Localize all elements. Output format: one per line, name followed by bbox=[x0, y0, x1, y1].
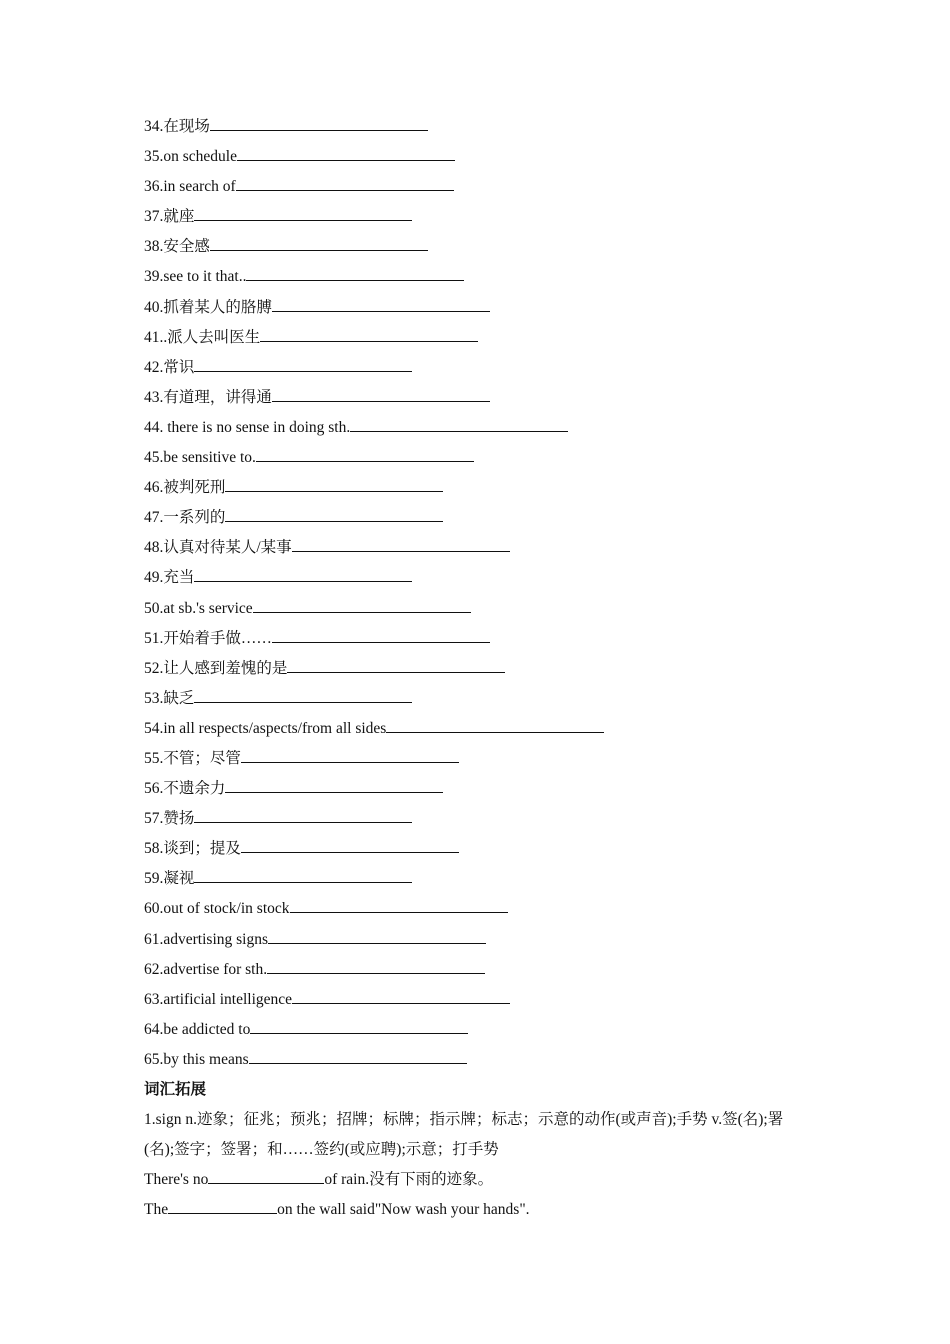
answer-blank[interactable] bbox=[194, 865, 412, 883]
answer-blank[interactable] bbox=[194, 805, 412, 823]
example-text-before: There's no bbox=[144, 1171, 209, 1189]
phrase-text: 40.抓着某人的胳膊 bbox=[144, 298, 272, 316]
phrase-item bbox=[144, 563, 804, 593]
phrase-item bbox=[144, 232, 804, 262]
phrase-item bbox=[144, 925, 804, 955]
phrase-text: 51.开始着手做…… bbox=[144, 629, 272, 647]
answer-blank[interactable] bbox=[249, 1046, 467, 1064]
example-sentence bbox=[144, 1195, 804, 1225]
phrase-text: 53.缺乏 bbox=[144, 689, 195, 707]
phrase-text: 35.on schedule bbox=[144, 148, 237, 166]
answer-blank[interactable] bbox=[256, 444, 474, 462]
answer-blank[interactable] bbox=[272, 294, 490, 312]
phrase-text: 36.in search of bbox=[144, 178, 236, 196]
answer-blank[interactable] bbox=[292, 534, 510, 552]
phrase-text: 64.be addicted to bbox=[144, 1020, 251, 1038]
answer-blank[interactable] bbox=[194, 354, 412, 372]
phrase-item bbox=[144, 955, 804, 985]
phrase-item bbox=[144, 533, 804, 563]
answer-blank[interactable] bbox=[246, 263, 464, 281]
phrase-text: 65.by this means bbox=[144, 1050, 249, 1068]
phrase-item bbox=[144, 864, 804, 894]
answer-blank[interactable] bbox=[225, 474, 443, 492]
phrase-item bbox=[144, 413, 804, 443]
phrase-text: 37.就座 bbox=[144, 208, 195, 226]
section-heading: 词汇拓展 bbox=[144, 1081, 207, 1098]
phrase-text: 38.安全感 bbox=[144, 238, 210, 256]
phrase-text: 41..派人去叫医生 bbox=[144, 328, 261, 346]
phrase-item bbox=[144, 112, 804, 142]
answer-blank[interactable] bbox=[260, 324, 478, 342]
answer-blank[interactable] bbox=[250, 1016, 468, 1034]
phrase-item bbox=[144, 503, 804, 533]
phrase-item bbox=[144, 774, 804, 804]
answer-blank[interactable] bbox=[236, 173, 454, 191]
example-text-after: on the wall said"Now wash your hands". bbox=[277, 1201, 530, 1219]
phrase-text: 54.in all respects/aspects/from all sides bbox=[144, 719, 387, 737]
answer-blank[interactable] bbox=[268, 926, 486, 944]
phrase-text: 59.凝视 bbox=[144, 870, 195, 888]
phrase-item bbox=[144, 293, 804, 323]
worksheet-content bbox=[144, 112, 804, 1225]
phrase-item bbox=[144, 654, 804, 684]
answer-blank[interactable] bbox=[253, 595, 471, 613]
phrase-text: 45.be sensitive to. bbox=[144, 449, 256, 467]
phrase-item bbox=[144, 1045, 804, 1075]
phrase-item bbox=[144, 684, 804, 714]
phrase-item bbox=[144, 894, 804, 924]
phrase-item bbox=[144, 383, 804, 413]
phrase-text: 43.有道理，讲得通 bbox=[144, 388, 272, 406]
phrase-text: 48.认真对待某人/某事 bbox=[144, 539, 292, 557]
phrase-text: 57.赞扬 bbox=[144, 810, 195, 828]
phrase-item bbox=[144, 262, 804, 292]
phrase-text: 34.在现场 bbox=[144, 118, 210, 135]
answer-blank[interactable] bbox=[194, 564, 412, 582]
answer-blank[interactable] bbox=[241, 745, 459, 763]
phrase-text: 42.常识 bbox=[144, 358, 195, 376]
phrase-text: 60.out of stock/in stock bbox=[144, 900, 290, 918]
phrase-text: 47.一系列的 bbox=[144, 509, 226, 527]
example-text-before: The bbox=[144, 1201, 169, 1219]
phrase-item bbox=[144, 202, 804, 232]
phrase-item bbox=[144, 323, 804, 353]
answer-blank[interactable] bbox=[290, 895, 508, 913]
phrase-text: 49.充当 bbox=[144, 569, 195, 587]
phrase-list bbox=[144, 112, 804, 1075]
phrase-text: 39.see to it that.. bbox=[144, 268, 247, 286]
phrase-text: 62.advertise for sth. bbox=[144, 960, 268, 978]
answer-blank[interactable] bbox=[237, 143, 455, 161]
phrase-item bbox=[144, 624, 804, 654]
example-blank[interactable] bbox=[208, 1166, 324, 1184]
answer-blank[interactable] bbox=[194, 203, 412, 221]
example-sentence bbox=[144, 1165, 804, 1195]
phrase-item bbox=[144, 804, 804, 834]
phrase-text: 63.artificial intelligence bbox=[144, 990, 293, 1008]
phrase-item bbox=[144, 172, 804, 202]
phrase-item bbox=[144, 473, 804, 503]
phrase-item bbox=[144, 985, 804, 1015]
answer-blank[interactable] bbox=[194, 685, 412, 703]
answer-blank[interactable] bbox=[267, 956, 485, 974]
phrase-item bbox=[144, 353, 804, 383]
answer-blank[interactable] bbox=[287, 655, 505, 673]
phrase-item bbox=[144, 1015, 804, 1045]
phrase-text: 56.不遗余力 bbox=[144, 780, 226, 798]
phrase-item bbox=[144, 834, 804, 864]
answer-blank[interactable] bbox=[225, 775, 443, 793]
phrase-item bbox=[144, 594, 804, 624]
phrase-text: 46.被判死刑 bbox=[144, 479, 226, 497]
phrase-text: 52.让人感到羞愧的是 bbox=[144, 659, 288, 677]
phrase-text: 50.at sb.'s service bbox=[144, 599, 253, 617]
phrase-text: 58.谈到；提及 bbox=[144, 840, 241, 858]
answer-blank[interactable] bbox=[386, 715, 604, 733]
answer-blank[interactable] bbox=[272, 384, 490, 402]
answer-blank[interactable] bbox=[210, 233, 428, 251]
example-blank[interactable] bbox=[168, 1196, 277, 1214]
answer-blank[interactable] bbox=[241, 835, 459, 853]
phrase-item bbox=[144, 142, 804, 172]
answer-blank[interactable] bbox=[272, 625, 490, 643]
phrase-item bbox=[144, 744, 804, 774]
phrase-item bbox=[144, 714, 804, 744]
answer-blank[interactable] bbox=[350, 414, 568, 432]
phrase-text: 55.不管；尽管 bbox=[144, 749, 241, 767]
answer-blank[interactable] bbox=[225, 504, 443, 522]
example-text-after: of rain.没有下雨的迹象。 bbox=[324, 1171, 494, 1189]
vocab-entry-sign: 1.sign n.迹象；征兆；预兆；招牌；标牌；指示牌；标志；示意的动作(或声音);手势 v.签(名);署(名);签字；签署；和……签约(或应聘);示意；打手势 bbox=[144, 1111, 784, 1159]
answer-blank[interactable] bbox=[292, 986, 510, 1004]
phrase-text: 44. there is no sense in doing sth. bbox=[144, 418, 351, 436]
answer-blank[interactable] bbox=[210, 113, 428, 131]
phrase-text: 61.advertising signs bbox=[144, 930, 268, 948]
phrase-item bbox=[144, 443, 804, 473]
